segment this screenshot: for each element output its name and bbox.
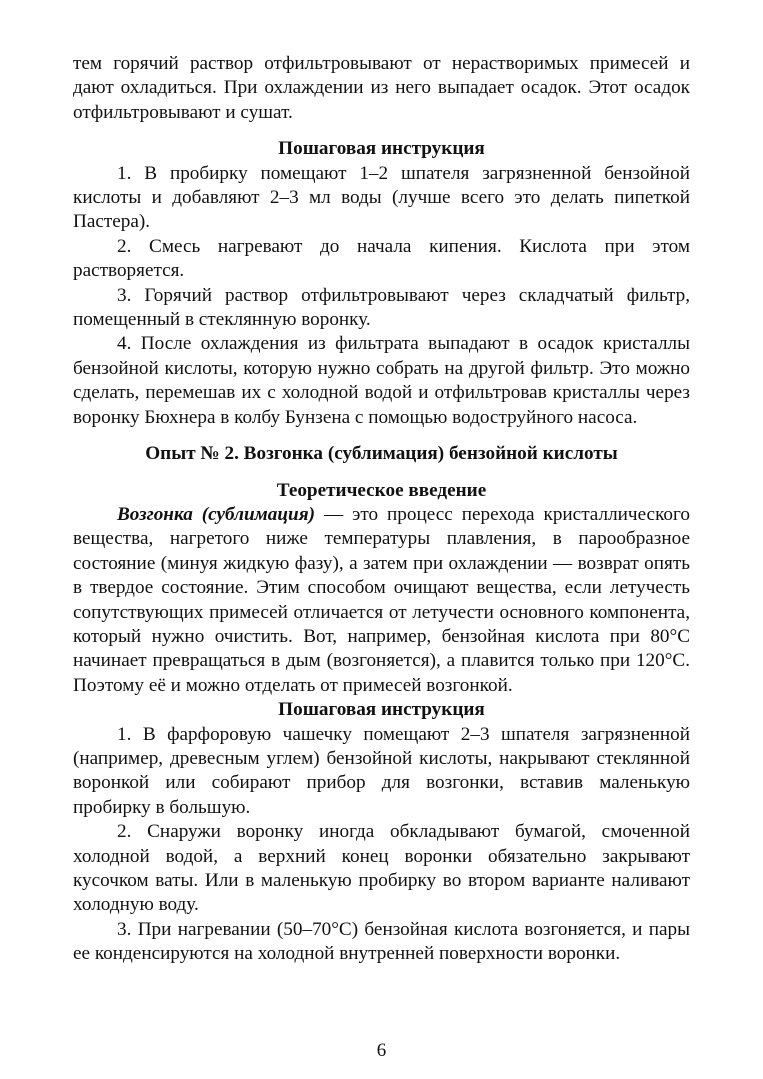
document-page xyxy=(73,52,690,967)
step-paragraph: 1. В пробирку помещают 1–2 шпателя загрязненной бензойной кислоты и добавляют 2–3 мл воды (лучше всего это делать пипеткой Пастера). xyxy=(73,162,690,233)
step-paragraph: 2. Снаружи воронку иногда обкладывают бумагой, смоченной холодной водой, а верхний конец воронки обязательно закрывают кусочком ваты. Или в маленькую пробирку во втором варианте наливают холодную воду. xyxy=(73,821,690,916)
step-paragraph: 2. Смесь нагревают до начала кипения. Кислота при этом растворяется. xyxy=(73,235,690,282)
theory-heading: Теоретическое введение xyxy=(276,479,487,501)
intro-paragraph: тем горячий раствор отфильтровывают от нерастворимых примесей и дают охладиться. При охлаждении из него выпадает осадок. Этот осадок отфильтровывают и сушат. xyxy=(73,53,690,123)
theory-paragraph xyxy=(73,503,690,698)
step-paragraph: 4. После охлаждения из фильтрата выпадают в осадок кристаллы бензойной кислоты, которую нужно собрать на другой фильтр. Это можно сделать, перемешав их с холодной водой и отфильтровав кристаллы через воронку Бюхнера в колбу Бунзена с помощью водоструйного насоса. xyxy=(73,333,690,428)
step-paragraph: 3. При нагревании (50–70°С) бензойная кислота возгоняется, и пары ее конденсируются на холодной внутренней поверхности воронки. xyxy=(73,918,690,965)
term-sublimation: Возгонка (сублимация) xyxy=(117,503,316,525)
definition-text: — это процесс перехода кристаллического вещества, нагретого ниже температуры плавления, в парообразное состояние (минуя жидкую фазу), а затем при охлаждении — возврат опять в твердое состояние. Этим способом очищают вещества, если летучесть сопутствующих примесей отличается от летучести основного компонента, который нужно очистить. Вот, например, бензойная кислота при 80°С начинает превращаться в дым (возгоняется), а плавится только при 120°С. Поэтому её и можно отделать от примесей возгонкой. xyxy=(73,503,691,696)
section-heading-instructions-2: Пошаговая инструкция xyxy=(278,699,485,721)
section-heading-instructions: Пошаговая инструкция xyxy=(278,138,485,160)
step-paragraph: 1. В фарфоровую чашечку помещают 2–3 шпателя загрязненной (например, древесным углем) бензойной кислоты, накрывают стеклянной воронкой или собирают прибор для возгонки, вставив маленькую пробирку в большую. xyxy=(73,723,690,818)
experiment-title: Опыт № 2. Возгонка (сублимация) бензойной кислоты xyxy=(145,443,618,465)
step-paragraph: 3. Горячий раствор отфильтровывают через складчатый фильтр, помещенный в стеклянную воронку. xyxy=(73,284,690,331)
page-number: 6 xyxy=(376,1040,387,1061)
